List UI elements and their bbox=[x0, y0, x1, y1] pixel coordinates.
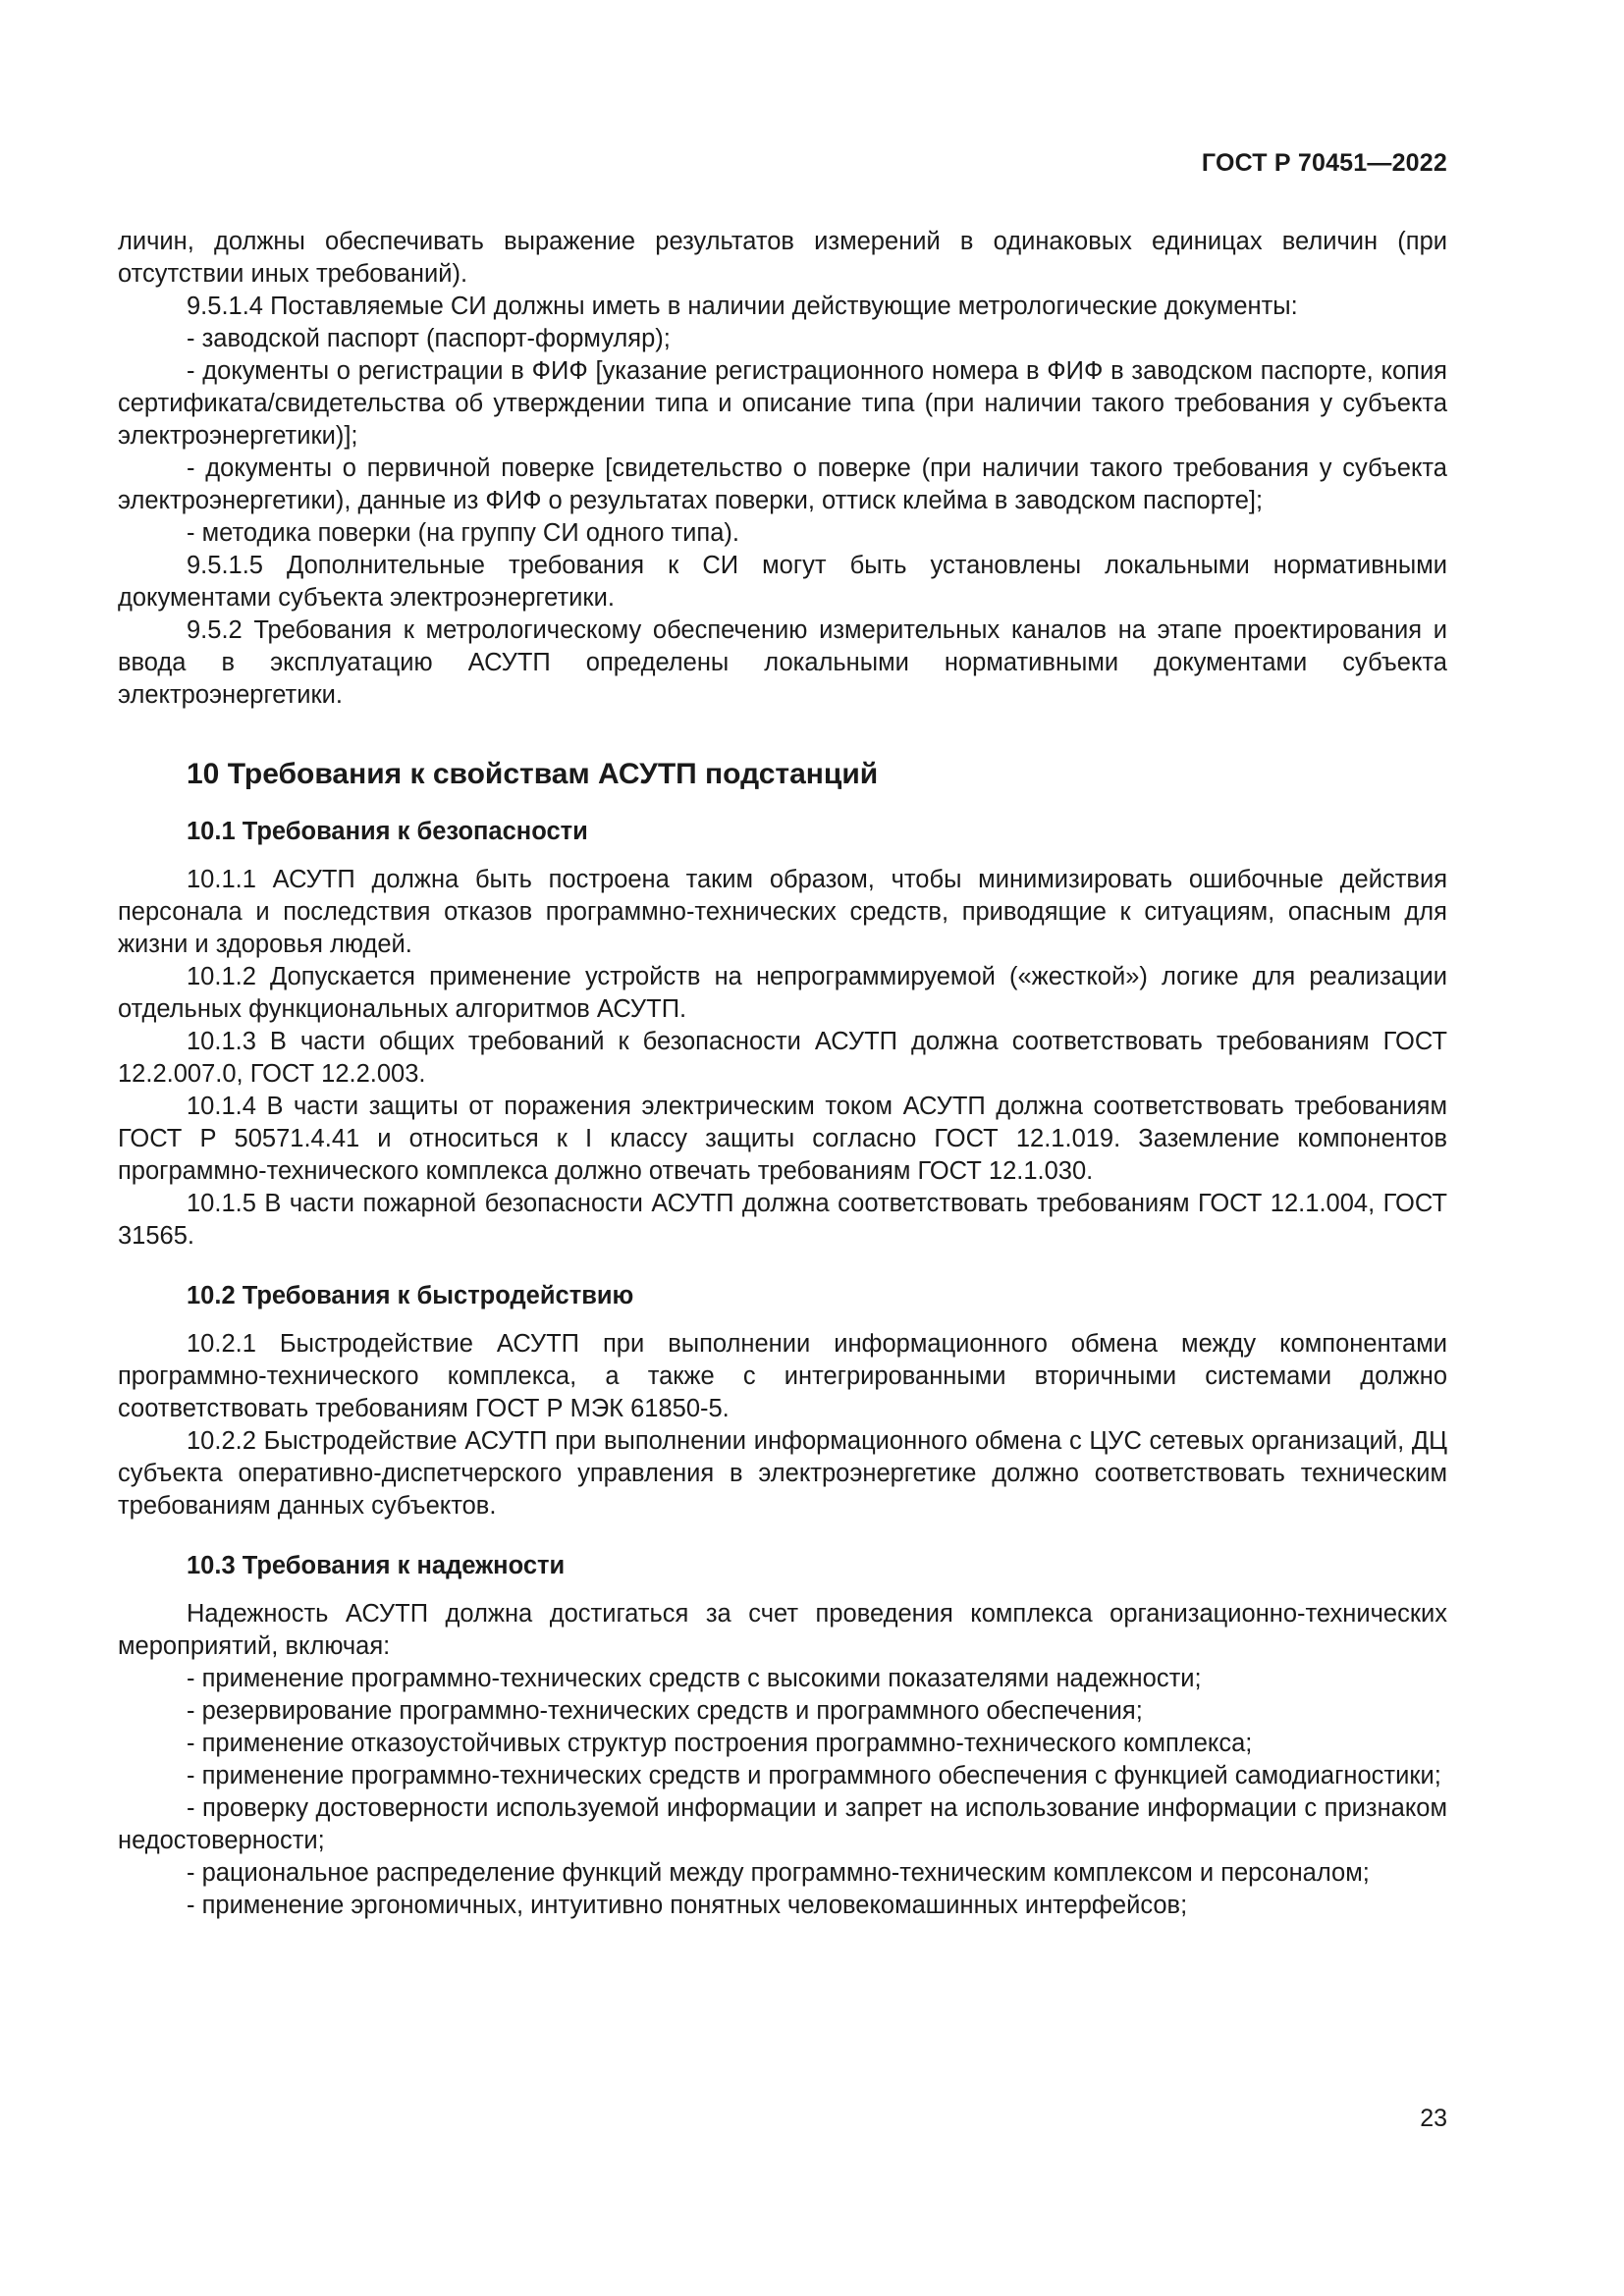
paragraph: 10.1.2 Допускается применение устройств на непрограммируемой («жесткой») логике для реализации отдельных функциональных алгоритмов АСУТП. bbox=[118, 963, 1447, 1023]
document-code-header: ГОСТ Р 70451—2022 bbox=[1201, 149, 1447, 177]
list-item: - документы о первичной поверке [свидетельство о поверке (при наличии такого требования у субъекта электроэнергетики), данные из ФИФ о результатах поверки, оттиск клейма в заводском паспорте]; bbox=[118, 454, 1447, 514]
list-item: - рациональное распределение функций между программно-техническим комплексом и персоналом; bbox=[187, 1859, 1370, 1887]
paragraph: 10.1.4 В части защиты от поражения электрическим током АСУТП должна соответствовать требованиям ГОСТ Р 50571.4.41 и относиться к I классу защиты согласно ГОСТ 12.1.019. Заземление компонентов программно-технического комплекса должно отвечать требованиям ГОСТ 12.1.030. bbox=[118, 1093, 1447, 1185]
paragraph: 10.2.1 Быстродействие АСУТП при выполнении информационного обмена между компонентами программно-технического комплекса, а также с интегрированными вторичными системами должно соответствовать требованиям ГОСТ Р МЭК 61850-5. bbox=[118, 1330, 1447, 1422]
list-item: - применение программно-технических средств и программного обеспечения с функцией самодиагностики; bbox=[187, 1762, 1441, 1789]
paragraph: личин, должны обеспечивать выражение результатов измерений в одинаковых единицах величин (при отсутствии иных требований). bbox=[118, 228, 1447, 288]
paragraph: 10.2.2 Быстродействие АСУТП при выполнении информационного обмена с ЦУС сетевых организаций, ДЦ субъекта оперативно-диспетчерского управления в электроэнергетике должно соответствовать техническим требованиям данных субъектов. bbox=[118, 1427, 1447, 1520]
list-item: - методика поверки (на группу СИ одного типа). bbox=[187, 519, 739, 547]
paragraph: 10.1.5 В части пожарной безопасности АСУТП должна соответствовать требованиям ГОСТ 12.1.004, ГОСТ 31565. bbox=[118, 1190, 1447, 1250]
list-item: - документы о регистрации в ФИФ [указание регистрационного номера в ФИФ в заводском паспорте, копия сертификата/свидетельства об утверждении типа и описание типа (при наличии такого требования у субъекта электроэнергетики)]; bbox=[118, 357, 1447, 450]
paragraph: 10.1.3 В части общих требований к безопасности АСУТП должна соответствовать требованиям ГОСТ 12.2.007.0, ГОСТ 12.2.003. bbox=[118, 1028, 1447, 1088]
list-item: - резервирование программно-технических средств и программного обеспечения; bbox=[187, 1697, 1143, 1725]
paragraph: 9.5.1.5 Дополнительные требования к СИ могут быть установлены локальными нормативными документами субъекта электроэнергетики. bbox=[118, 552, 1447, 612]
paragraph: 9.5.1.4 Поставляемые СИ должны иметь в наличии действующие метрологические документы: bbox=[187, 293, 1298, 320]
page-number: 23 bbox=[1420, 2105, 1447, 2132]
paragraph: Надежность АСУТП должна достигаться за счет проведения комплекса организационно-технических мероприятий, включая: bbox=[118, 1600, 1447, 1660]
list-item: - проверку достоверности используемой информации и запрет на использование информации с признаком недостоверности; bbox=[118, 1794, 1447, 1854]
list-item: - применение отказоустойчивых структур построения программно-технического комплекса; bbox=[187, 1730, 1253, 1757]
section-title: 10 Требования к свойствам АСУТП подстанций bbox=[187, 758, 879, 790]
list-item: - применение эргономичных, интуитивно понятных человекомашинных интерфейсов; bbox=[187, 1892, 1188, 1919]
paragraph: 10.1.1 АСУТП должна быть построена таким образом, чтобы минимизировать ошибочные действия персонала и последствия отказов программно-технических средств, приводящие к ситуациям, опасным для жизни и здоровья людей. bbox=[118, 866, 1447, 958]
subsection-title: 10.1 Требования к безопасности bbox=[187, 818, 588, 845]
page-content bbox=[118, 226, 1447, 1922]
list-item: - применение программно-технических средств с высокими показателями надежности; bbox=[187, 1665, 1202, 1692]
subsection-title: 10.2 Требования к быстродействию bbox=[187, 1282, 634, 1309]
subsection-title: 10.3 Требования к надежности bbox=[187, 1552, 566, 1579]
paragraph: 9.5.2 Требования к метрологическому обеспечению измерительных каналов на этапе проектирования и ввода в эксплуатацию АСУТП определены локальными нормативными документами субъекта электроэнергетики. bbox=[118, 616, 1447, 709]
list-item: - заводской паспорт (паспорт-формуляр); bbox=[187, 325, 671, 352]
